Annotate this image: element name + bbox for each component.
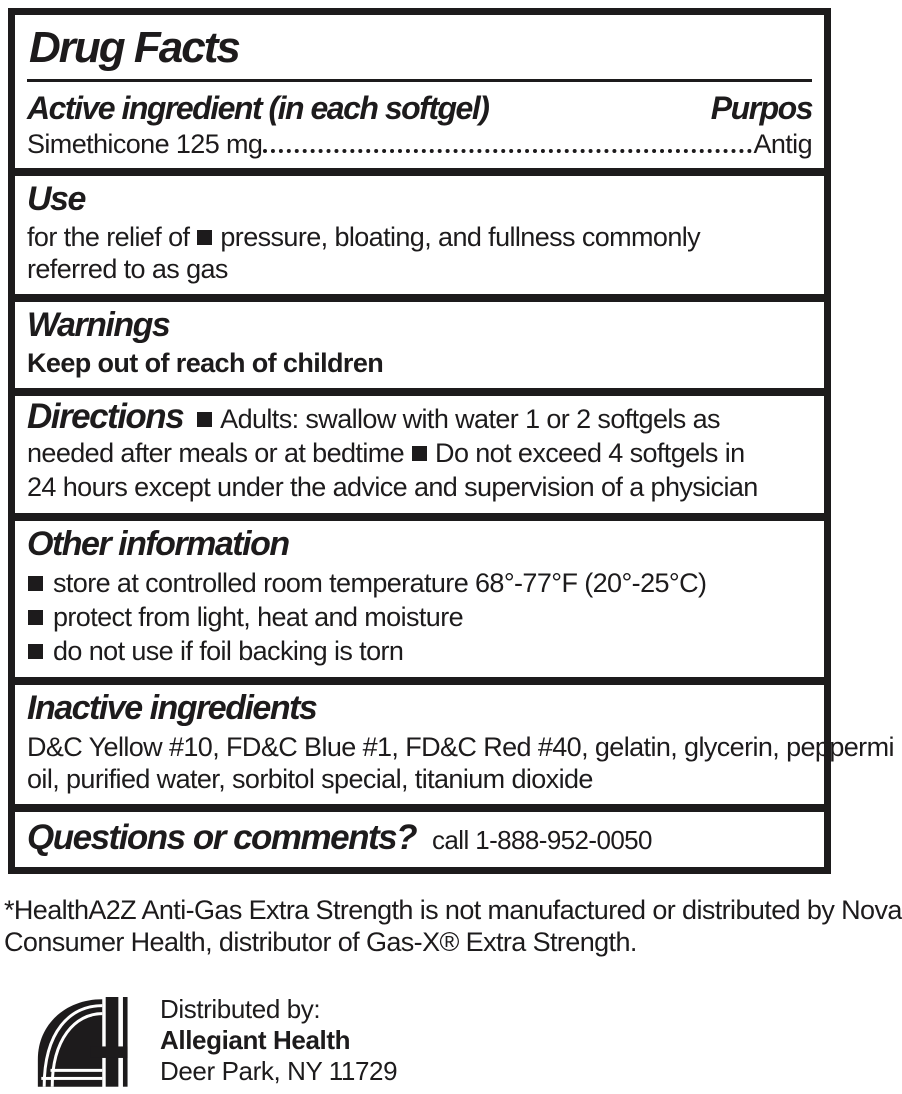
square-bullet-icon: [28, 644, 43, 659]
directions-line-2a: needed after meals or at bedtime: [27, 438, 405, 469]
other-info-item-text: protect from light, heat and moisture: [53, 602, 464, 633]
square-bullet-icon: [197, 412, 212, 427]
inactive-ingredients-line-1: D&C Yellow #10, FD&C Blue #1, FD&C Red #40, gelatin, glycerin, peppermi: [27, 731, 894, 762]
distributor-block: [32, 994, 837, 1089]
disclaimer-line-2: Consumer Health, distributor of Gas-X® Extra Strength.: [4, 926, 637, 957]
section-questions: [15, 812, 824, 867]
use-line-1: [27, 221, 812, 253]
warnings-text: Keep out of reach of children: [27, 348, 384, 379]
section-other-information: [15, 521, 824, 685]
distributor-name: Allegiant Health: [160, 1024, 351, 1055]
distributed-by-label: Distributed by:: [160, 993, 321, 1024]
directions-line-1-text: Adults: swallow with water 1 or 2 softgels as: [220, 404, 720, 435]
section-use: [15, 176, 824, 302]
purpose-value: Antig: [753, 129, 812, 160]
questions-heading: Questions or comments?: [27, 817, 417, 857]
square-bullet-icon: [197, 230, 212, 245]
use-line-2: referred to as gas: [27, 254, 228, 285]
other-info-item-text: store at controlled room temperature 68°-77°F (20°-25°C): [53, 568, 707, 599]
square-bullet-icon: [28, 576, 43, 591]
disclaimer-line-1: *HealthA2Z Anti-Gas Extra Strength is not manufactured or distributed by Nova: [4, 894, 902, 925]
directions-line-2: [27, 436, 812, 470]
other-info-item: [27, 634, 812, 668]
disclaimer: [4, 894, 902, 958]
square-bullet-icon: [412, 446, 427, 461]
directions-line-1: [27, 397, 812, 437]
questions-row: [27, 816, 812, 858]
use-intro: for the relief of: [27, 222, 190, 253]
directions-line-3: 24 hours except under the advice and supervision of a physician: [27, 472, 758, 503]
active-ingredient-heading: Active ingredient (in each softgel): [27, 90, 489, 127]
title-divider: [27, 79, 812, 82]
allegiant-health-logo-icon: [32, 997, 138, 1089]
section-warnings: [15, 302, 824, 396]
section-title-active: [15, 15, 824, 176]
other-info-item-text: do not use if foil backing is torn: [53, 636, 404, 667]
directions-heading: Directions: [27, 397, 184, 437]
other-info-item: [27, 566, 812, 600]
distributor-text: [160, 994, 397, 1089]
distributor-address: Deer Park, NY 11729: [160, 1055, 398, 1086]
ingredient-name: Simethicone 125 mg: [27, 129, 263, 160]
dotted-leader: [263, 149, 752, 153]
square-bullet-icon: [28, 610, 43, 625]
section-inactive-ingredients: [15, 685, 894, 811]
active-ingredient-heading-row: [27, 84, 812, 129]
section-directions: [15, 396, 824, 521]
warnings-heading: Warnings: [27, 306, 170, 345]
drug-facts-title: Drug Facts: [29, 23, 239, 72]
inactive-ingredients-line-2: oil, purified water, sorbitol special, titanium dioxide: [27, 763, 593, 794]
use-heading: Use: [27, 180, 85, 219]
drug-facts-panel: [8, 8, 894, 874]
directions-line-2b: Do not exceed 4 softgels in: [435, 438, 745, 469]
inactive-ingredients-heading: Inactive ingredients: [27, 689, 317, 728]
other-information-heading: Other information: [27, 525, 289, 564]
ingredient-row: [27, 129, 812, 159]
purpose-heading: Purpos: [710, 90, 812, 127]
other-info-item: [27, 600, 812, 634]
use-line-1-text: pressure, bloating, and fullness commonly: [220, 222, 701, 253]
questions-phone-text: call 1-888-952-0050: [432, 824, 652, 855]
